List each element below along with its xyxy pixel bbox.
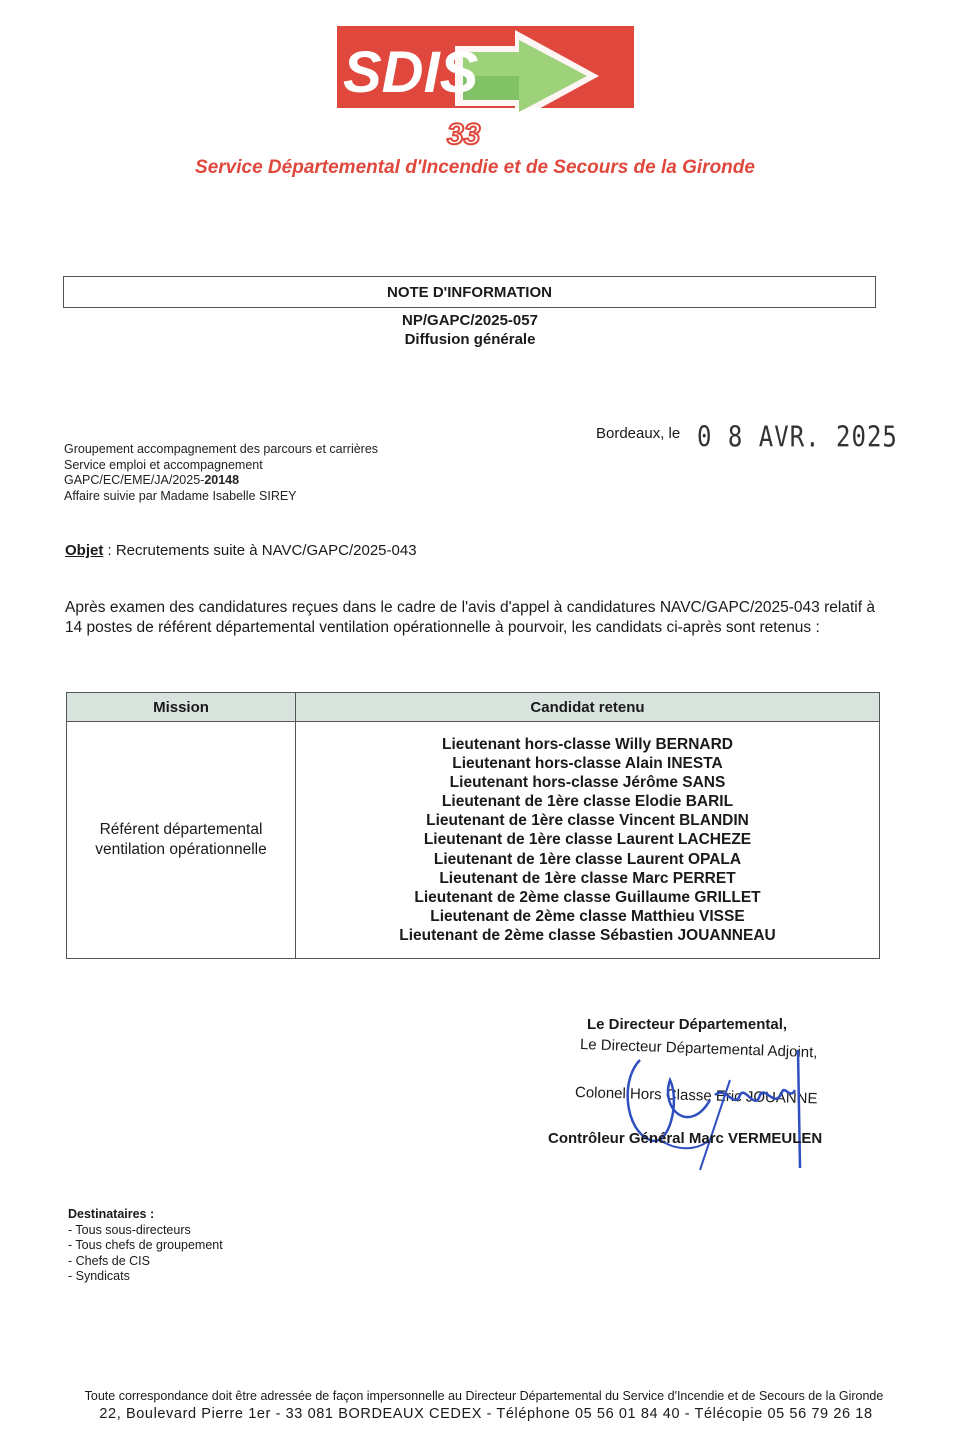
list-item: - Chefs de CIS bbox=[68, 1253, 150, 1268]
candidate: Lieutenant de 1ère classe Laurent OPALA bbox=[433, 850, 742, 868]
service-block bbox=[64, 442, 378, 504]
candidates-table bbox=[66, 692, 880, 959]
service-line-4: Affaire suivie par Madame Isabelle SIREY bbox=[64, 488, 297, 503]
candidate: Lieutenant hors-classe Jérôme SANS bbox=[449, 774, 726, 792]
header-mission: Mission bbox=[67, 693, 296, 722]
service-line-1: Groupement accompagnement des parcours et carrières bbox=[64, 442, 379, 456]
objet-text: : Recrutements suite à NAVC/GAPC/2025-043 bbox=[103, 542, 417, 559]
body-paragraph: Après examen des candidatures reçues dans le cadre de l'avis d'appel à candidatures NAVC/GAPC/2025-043 relatif à 14 postes de référent départemental ventilation opérationnelle à pourvoir, les candidats ci-après sont retenus : bbox=[65, 599, 875, 636]
candidate: Lieutenant de 2ème classe Guillaume GRILLET bbox=[414, 888, 761, 906]
candidate: Lieutenant de 1ère classe Marc PERRET bbox=[439, 869, 736, 887]
service-ref-number: 20148 bbox=[204, 473, 240, 487]
candidate: Lieutenant de 1ère classe Elodie BARIL bbox=[441, 793, 734, 811]
signatory: Contrôleur Général Marc VERMEULEN bbox=[548, 1130, 823, 1147]
mission-cell bbox=[67, 722, 296, 959]
logo-text: SDIS bbox=[343, 40, 479, 105]
signature-deputy: Le Directeur Départemental Adjoint, bbox=[579, 1036, 818, 1062]
list-item: - Tous sous-directeurs bbox=[68, 1222, 191, 1237]
candidate: Lieutenant de 1ère classe Laurent LACHEZE bbox=[423, 831, 752, 849]
mission-line-1: Référent départemental bbox=[99, 821, 263, 838]
objet-label: Objet bbox=[65, 542, 104, 559]
date-stamp: 0 8 AVR. 2025 bbox=[697, 420, 898, 454]
service-line-3 bbox=[64, 473, 378, 489]
note-diffusion: Diffusion générale bbox=[404, 331, 536, 348]
service-line-2: Service emploi et accompagnement bbox=[64, 457, 263, 472]
sdis-logo bbox=[337, 26, 634, 151]
candidate: Lieutenant hors-classe Alain INESTA bbox=[452, 755, 723, 773]
handwritten-signature bbox=[600, 1040, 830, 1175]
list-item: - Syndicats bbox=[68, 1269, 130, 1283]
footer-address: 22, Boulevard Pierre 1er - 33 081 BORDEAUX CEDEX - Téléphone 05 56 01 84 40 - Télécopie 05 56 79 26 18 bbox=[99, 1406, 873, 1422]
header-candidate: Candidat retenu bbox=[296, 693, 880, 722]
logo-number: 33 bbox=[447, 118, 481, 151]
objet bbox=[65, 542, 417, 559]
recipients-block bbox=[68, 1207, 223, 1285]
candidates-cell bbox=[296, 722, 880, 959]
footer-notice: Toute correspondance doit être adressée de façon impersonnelle au Directeur Départemental du Service d'Incendie et de Secours de la Gironde bbox=[84, 1389, 884, 1403]
candidate: Lieutenant de 2ème classe Sébastien JOUANNEAU bbox=[399, 926, 776, 944]
table-header-row bbox=[67, 693, 880, 722]
date-label: Bordeaux, le bbox=[596, 425, 681, 442]
recipients-title: Destinataires : bbox=[68, 1207, 155, 1221]
candidate: Lieutenant de 2ème classe Matthieu VISSE bbox=[430, 907, 745, 925]
org-name: Service Départemental d'Incendie et de Secours de la Gironde bbox=[195, 157, 755, 178]
signature-title: Le Directeur Départemental, bbox=[587, 1016, 788, 1033]
candidate: Lieutenant de 1ère classe Vincent BLANDIN bbox=[426, 812, 749, 830]
table-row bbox=[67, 722, 880, 959]
list-item: - Tous chefs de groupement bbox=[68, 1238, 223, 1252]
service-ref-prefix: GAPC/EC/EME/JA/2025- bbox=[64, 473, 205, 487]
note-reference: NP/GAPC/2025-057 bbox=[402, 312, 538, 329]
mission-line-2: ventilation opérationnelle bbox=[95, 841, 267, 858]
signature-deputy-name: Colonel Hors Classe Eric JOUANNE bbox=[574, 1084, 818, 1108]
candidate: Lieutenant hors-classe Willy BERNARD bbox=[442, 735, 733, 753]
sdis-logo-graphic bbox=[337, 26, 634, 156]
note-title: NOTE D'INFORMATION bbox=[63, 276, 876, 308]
